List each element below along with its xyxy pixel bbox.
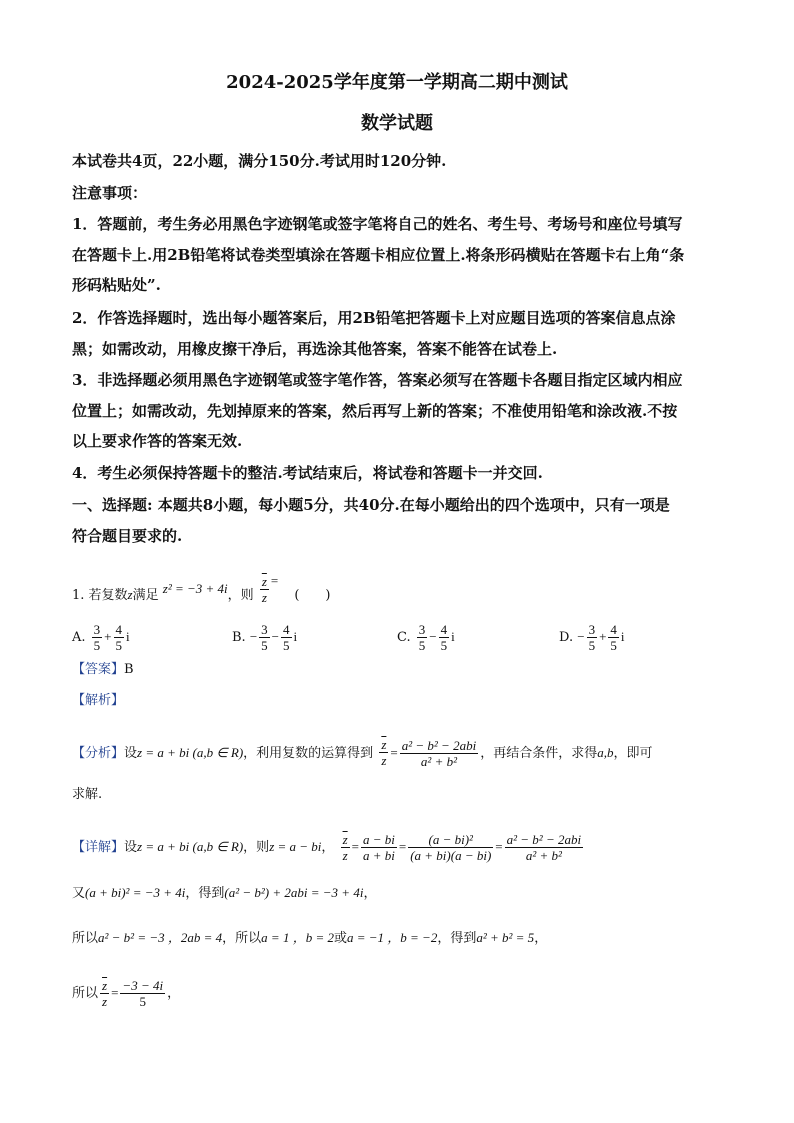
fenxi-expr: z = a + bi (a,b ∈ R) [137, 745, 244, 760]
xj-f2-den: (a + bi)(a − bi) [410, 848, 492, 863]
line-final: 所以 $\frac{\overline{z}}{z}$ = $\frac{-3 - 4i}{5}$ ， [72, 978, 181, 1009]
page-title: 2024-2025学年度第一学期高二期中测试 [226, 72, 568, 93]
fenxi-frac-den: a² + b² [420, 754, 457, 769]
q1-frac-den: z [261, 590, 267, 605]
q1-mid: 满足 [132, 588, 159, 603]
suoyi-text-1: 所以 [72, 931, 99, 946]
analysis-line [72, 692, 124, 710]
xj-text-2: ，则 [243, 840, 270, 855]
xiangjie-line: 【详解】设z = a + bi (a,b ∈ R)，则z = a − bi， $\frac{\overline{z}}{z}$ = $\frac{a - bi}{a + bi}$ = $\frac{\text{(a − bi)²}}{(a + bi)(a - bi)}$ = $\frac{\text{a² − b² − 2abi}}{\text{a² + b²}}$ [72, 832, 582, 863]
option-d-d2: 5 [610, 638, 617, 653]
option-b-op: − [271, 629, 280, 644]
suoyi-expr-4: a² + b² = 5 [476, 930, 535, 945]
you-expr-2: (a² − b²) + 2abi = −3 + 4i [224, 885, 364, 900]
final-den: 5 [139, 994, 146, 1009]
notice-1-line-2: 在答题卡上.用2B铅笔将试卷类型填涂在答题卡相应位置上.将条形码横贴在答题卡右上角“条 [72, 246, 685, 264]
section-1-line-2: 符合题目要求的. [72, 527, 183, 545]
option-c-unit: i [451, 629, 455, 644]
fenxi-line: 【分析】设z = a + bi (a,b ∈ R)，利用复数的运算得到 $\frac{\overline{z}}{z}$ = $\frac{\text{a² − b² − 2abi}}{\text{a² + b²}}$ ，再结合条件，求得a,b，即可 [72, 737, 653, 769]
option-a-op: + [104, 629, 112, 644]
final-fraction [120, 978, 165, 1009]
fenxi-fraction-2 [400, 738, 478, 769]
xj-text-3: ， [321, 840, 335, 855]
final-text-2: ， [167, 986, 181, 1001]
notice-2-line-2: 黑；如需改动，用橡皮擦干净后，再选涂其他答案，答案不能答在试卷上. [72, 340, 558, 358]
you-text-3: ， [363, 886, 377, 901]
fenxi-ab: a,b [597, 745, 614, 760]
final-zbar-over-z: $\frac{\overline{z}}{z}$ [102, 978, 108, 1009]
option-b-label: B. [232, 630, 246, 645]
notice-3-line-3: 以上要求作答的答案无效. [72, 432, 243, 450]
option-a-d2: 5 [115, 638, 123, 653]
option-a-label: A. [72, 630, 86, 645]
answer-value: B [124, 662, 134, 677]
you-expr: (a + bi)² = −3 + 4i [85, 885, 186, 900]
option-c-op: − [429, 629, 437, 644]
option-d-op: + [599, 629, 607, 644]
option-c[interactable] [397, 622, 455, 653]
q1-suffix: ，则 [227, 588, 254, 603]
fenxi-text-3: ，再结合条件，求得 [480, 746, 598, 761]
xj-f1-num: a − bi [362, 832, 395, 847]
line-suoyi [72, 929, 547, 948]
option-d-n1: 3 [588, 622, 596, 637]
question-1-stem [72, 573, 331, 611]
option-d-label: D. [559, 630, 574, 645]
xj-f1-den: a + bi [362, 848, 395, 863]
xj-f3-num: a² − b² − 2abi [506, 832, 582, 847]
suoyi-expr-2: a = 1 ，b = 2 [261, 930, 334, 945]
xj-f3-den: a² + b² [525, 848, 562, 863]
suoyi-text-2: ，所以 [222, 931, 262, 946]
page-subtitle: 数学试题 [361, 113, 433, 134]
option-c-n2: 4 [440, 622, 448, 637]
notice-1-line-1: 1．答题前，考生务必用黑色字迹钢笔或签字笔将自己的姓名、考生号、考场号和座位号填写 [72, 215, 683, 233]
you-text-1: 又 [72, 886, 86, 901]
xj-f2-num: (a − bi)² [408, 832, 493, 848]
xj-conj: z = a − bi [269, 839, 322, 854]
suoyi-text-3: 或 [333, 931, 347, 946]
q1-frac-num: $\overline{z}$ [261, 574, 267, 589]
option-a[interactable] [72, 622, 130, 653]
fenxi-tag: 【分析】 [72, 746, 125, 761]
xj-frac-3 [505, 832, 583, 863]
option-d-sign: − [577, 629, 585, 644]
you-text-2: ，得到 [185, 886, 225, 901]
answer-tag: 【答案】 [72, 662, 125, 677]
option-a-unit: i [126, 629, 130, 644]
q1-eq-sign: = [270, 573, 279, 588]
suoyi-expr-3: a = −1 ，b = −2 [346, 930, 438, 945]
q1-equation: z² = −3 + 4i [162, 581, 228, 596]
suoyi-text-5: ， [534, 931, 548, 946]
intro-text: 本试卷共4页，22小题，满分150分.考试用时120分钟. [72, 152, 447, 170]
answer-line [72, 661, 134, 679]
fenxi-line-2: 求解. [72, 787, 103, 802]
fenxi-fraction: $\frac{\overline{z}}{z}$ [381, 737, 387, 768]
fenxi-text-1: 设 [124, 746, 138, 761]
option-c-label: C. [397, 630, 411, 645]
suoyi-text-4: ，得到 [437, 931, 477, 946]
section-1-line-1: 一、选择题: 本题共8小题，每小题5分，共40分.在每小题给出的四个选项中，只有一项是 [72, 496, 670, 514]
option-d-unit: i [620, 629, 625, 644]
q1-options [72, 622, 672, 656]
option-c-d1: 5 [418, 638, 426, 653]
notice-1-line-3: 形码粘贴处”. [72, 276, 161, 294]
fenxi-text-2: ，利用复数的运算得到 [243, 746, 374, 761]
xj-text-1: 设 [124, 840, 138, 855]
xiangjie-tag: 【详解】 [72, 840, 125, 855]
q1-var: z [127, 587, 133, 602]
suoyi-expr: a² − b² = −3 ，2ab = 4 [98, 930, 223, 945]
final-num: −3 − 4i [122, 978, 164, 993]
option-b-d2: 5 [283, 638, 290, 653]
q1-paren: ( ) [294, 588, 331, 603]
notice-2-line-1: 2．作答选择题时，选出每小题答案后，用2B铅笔把答题卡上对应题目选项的答案信息点涂 [72, 309, 676, 327]
option-a-n1: 3 [93, 622, 101, 637]
notice-heading: 注意事项： [72, 184, 148, 202]
option-d[interactable] [559, 622, 625, 653]
option-d-n2: 4 [610, 622, 617, 637]
line-you [72, 884, 376, 903]
notice-4: 4．考生必须保持答题卡的整洁.考试结束后，将试卷和答题卡一并交回. [72, 464, 543, 482]
option-b-unit: i [293, 629, 298, 644]
option-b-d1: 5 [261, 638, 268, 653]
notice-3-line-1: 3．非选择题必须用黑色字迹钢笔或签字笔作答，答案必须写在答题卡各题目指定区域内相应 [72, 371, 683, 389]
xj-frac-2 [408, 832, 493, 863]
notice-3-line-2: 位置上；如需改动，先划掉原来的答案，然后再写上新的答案；不准使用铅笔和涂改液.不按 [72, 402, 678, 420]
final-text-1: 所以 [72, 986, 99, 1001]
option-c-d2: 5 [440, 638, 448, 653]
option-b-n1: 3 [261, 622, 268, 637]
xj-zbar-over-z: $\frac{\overline{z}}{z}$ [342, 832, 348, 863]
option-a-n2: 4 [115, 622, 123, 637]
xj-expr: z = a + bi (a,b ∈ R) [137, 839, 244, 854]
option-b-sign: − [249, 629, 258, 644]
option-d-d1: 5 [588, 638, 596, 653]
option-b[interactable] [232, 622, 297, 653]
option-c-n1: 3 [418, 622, 426, 637]
xj-frac-1 [361, 832, 397, 863]
option-a-d1: 5 [93, 638, 101, 653]
analysis-tag: 【解析】 [72, 693, 125, 708]
q1-fraction [260, 574, 269, 605]
fenxi-frac-num: a² − b² − 2abi [401, 738, 477, 753]
option-b-n2: 4 [283, 622, 290, 637]
q1-prefix: 1. 若复数 [72, 588, 128, 603]
fenxi-text-4: ，即可 [613, 746, 653, 761]
